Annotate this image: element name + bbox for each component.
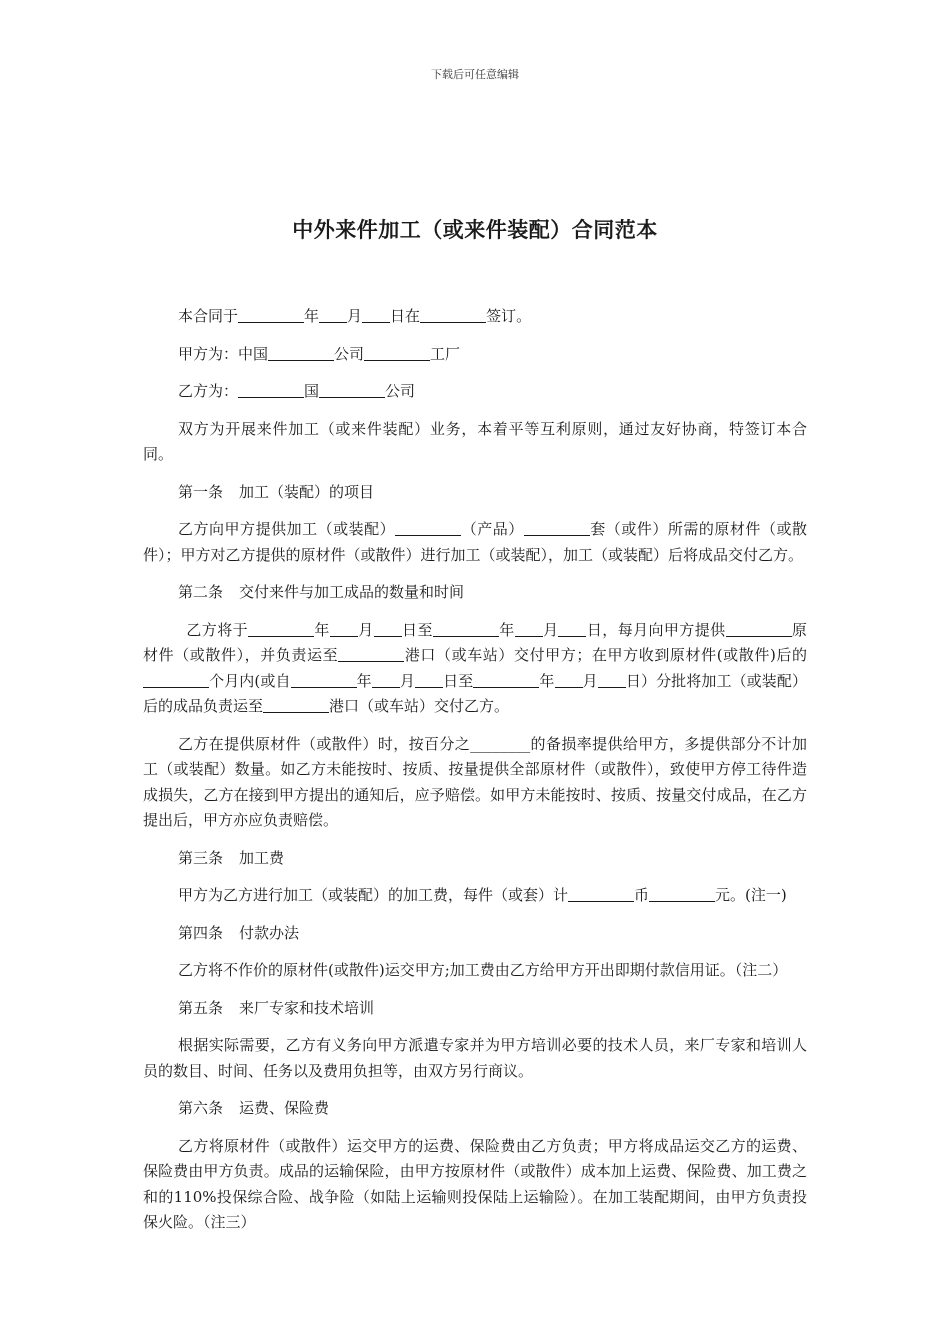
article-3-heading: 第三条 加工费 — [178, 848, 285, 867]
intro-paragraph: 双方为开展来件加工（或来件装配）业务，本着平等互利原则，通过友好协商，特签订本合同。 — [143, 419, 807, 463]
article-5-heading: 第五条 来厂专家和技术培训 — [178, 998, 375, 1017]
party-b-line: 乙方为： 国 公司 — [178, 382, 416, 400]
signing-line: 本合同于 年 月 日在 签订。 — [178, 307, 532, 325]
contract-body — [143, 304, 807, 1248]
clause-4: 乙方将不作价的原材件(或散件)运交甲方;加工费由乙方给甲方开出即期付款信用证。（注二） — [178, 961, 788, 979]
party-a-line: 甲方为：中国 公司 工厂 — [178, 344, 461, 363]
clause-2: 乙方将于 年 月 日至 年 月 日，每月向甲方提供 原材件（或散件），并负责运至 港口（或车站）交付甲方；在甲方收到原材件(或散件)后的个月内(或自 年 月 日至 年 月 日）分批将加工（或装配）后的成品负责运至 港口（或车站）交付乙方。 — [143, 620, 807, 715]
document-title: 中外来件加工（或来件装配）合同范本 — [292, 217, 658, 242]
clause-3: 甲方为乙方进行加工（或装配）的加工费，每件（或套）计 币 元。(注一) — [178, 886, 787, 904]
clause-2-loss-rate: 乙方在提供原材件（或散件）时，按百分之________的备损率提供给甲方，多提供部分不计加工（或装配）数量。如乙方未能按时、按质、按量提供全部原材件（或散件），致使甲方停工待件造成损失，乙方在接到甲方提出的通知后，应予赔偿。如甲方未能按时、按质、按量交付成品，在乙方提出后，甲方亦应负责赔偿。 — [143, 734, 807, 829]
article-4-heading: 第四条 付款办法 — [178, 923, 300, 942]
header-note: 下载后可任意编辑 — [431, 68, 519, 81]
clause-5: 根据实际需要，乙方有义务向甲方派遣专家并为甲方培训必要的技术人员，来厂专家和培训人员的数目、时间、任务以及费用负担等，由双方另行商议。 — [143, 1036, 807, 1080]
article-6-heading: 第六条 运费、保险费 — [178, 1099, 330, 1117]
article-2-heading: 第二条 交付来件与加工成品的数量和时间 — [178, 583, 465, 601]
clause-1: 乙方向甲方提供加工（或装配） （产品） 套（或件）所需的原材件（或散件）；甲方对乙方提供的原材件（或散件）进行加工（或装配），加工（或装配）后将成品交付乙方。 — [143, 520, 807, 564]
article-1-heading: 第一条 加工（装配）的项目 — [178, 482, 375, 501]
clause-6: 乙方将原材件（或散件）运交甲方的运费、保险费由乙方负责；甲方将成品运交乙方的运费、保险费由甲方负责。成品的运输保险，由甲方按原材件（或散件）成本加上运费、保险费、加工费之和的110%投保综合险、战争险（如陆上运输则投保陆上运输险）。在加工装配期间，由甲方负责投保火险。（注三） — [143, 1136, 807, 1231]
